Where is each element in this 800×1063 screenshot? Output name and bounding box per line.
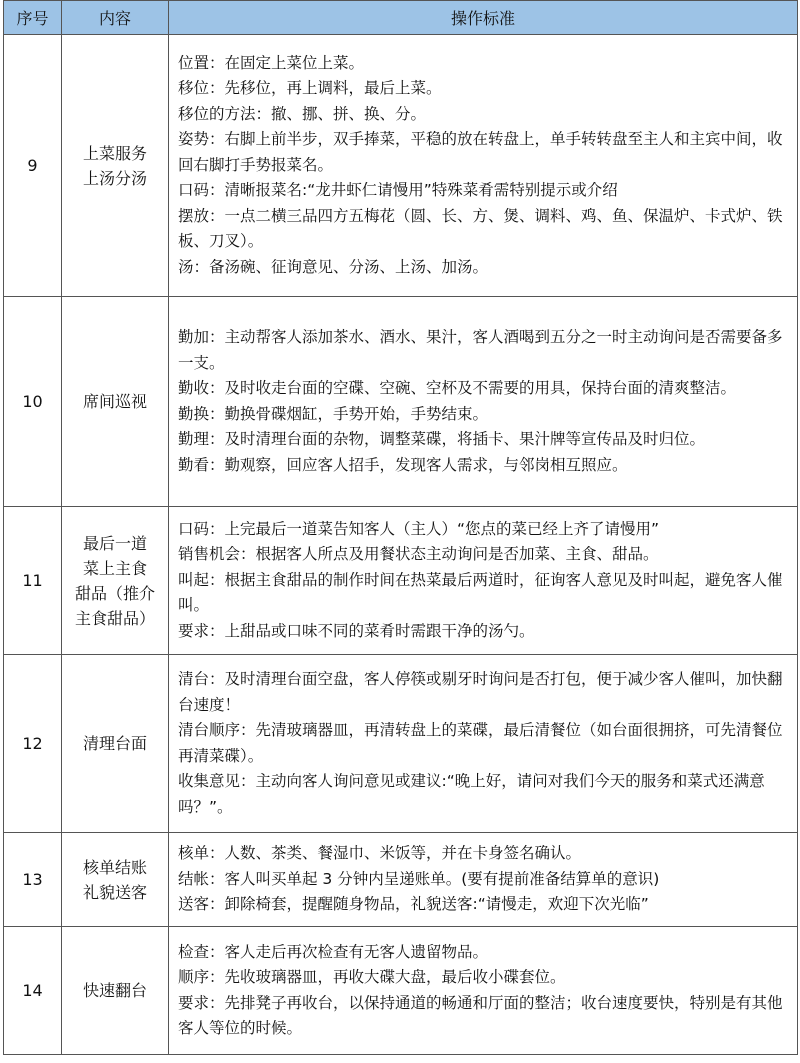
row-number: 13 — [4, 833, 62, 927]
standard-line: 移位：先移位，再上调料，最后上菜。 — [178, 79, 442, 98]
standard-line: 送客：卸除椅套，提醒随身物品，礼貌送客:“请慢走，欢迎下次光临” — [178, 895, 649, 914]
standard-line: 口码：清晰报菜名:“龙井虾仁请慢用”特殊菜肴需特别提示或介绍 — [178, 181, 618, 200]
row-content-title: 核单结账 礼貌送客 — [62, 833, 169, 927]
row-standard-cell — [169, 35, 798, 297]
standard-line: 清台：及时清理台面空盘，客人停筷或剔牙时询问是否打包，便于减少客人催叫，加快翻台速度！ — [178, 670, 783, 714]
standard-line: 移位的方法：撤、挪、拼、换、分。 — [178, 104, 427, 123]
standard-line: 汤：备汤碗、征询意见、分汤、上汤、加汤。 — [178, 257, 489, 276]
row-number: 9 — [4, 35, 62, 297]
standard-line: 勤换：勤换骨碟烟缸，手势开始，手势结束。 — [178, 404, 489, 423]
standard-line: 结帐：客人叫买单起 3 分钟内呈递账单。(要有提前准备结算单的意识) — [178, 869, 660, 888]
standard-line: 销售机会：根据客人所点及用餐状态主动询问是否加菜、主食、甜品。 — [178, 545, 659, 564]
row-content-title: 最后一道 菜上主食 甜品（推介 主食甜品） — [62, 507, 169, 655]
standard-line: 要求：先排凳子再收台，以保持通道的畅通和厅面的整洁；收台速度要快，特别是有其他客人等位的时候。 — [178, 993, 783, 1037]
row-standard-cell — [169, 507, 798, 655]
row-content-title: 席间巡视 — [62, 297, 169, 507]
table-row — [4, 35, 798, 297]
standard-line: 检查：客人走后再次检查有无客人遗留物品。 — [178, 942, 489, 961]
row-content-title: 清理台面 — [62, 655, 169, 833]
standard-line: 要求：上甜品或口味不同的菜肴时需跟干净的汤勺。 — [178, 621, 535, 640]
row-standard-cell — [169, 297, 798, 507]
header-standard: 操作标准 — [169, 1, 798, 35]
header-num: 序号 — [4, 1, 62, 35]
table-body — [4, 35, 798, 1055]
standard-line: 勤收：及时收走台面的空碟、空碗、空杯及不需要的用具，保持台面的清爽整洁。 — [178, 379, 737, 397]
row-content-title: 快速翻台 — [62, 927, 169, 1055]
header-row — [4, 1, 798, 35]
header-name: 内容 — [62, 1, 169, 35]
table-row — [4, 507, 798, 655]
row-content-title: 上菜服务 上汤分汤 — [62, 35, 169, 297]
row-number: 12 — [4, 655, 62, 833]
row-number: 11 — [4, 507, 62, 655]
row-standard-cell — [169, 655, 798, 833]
row-number: 10 — [4, 297, 62, 507]
row-number: 14 — [4, 927, 62, 1055]
standard-line: 清台顺序：先清玻璃器皿，再清转盘上的菜碟，最后清餐位（如台面很拥挤，可先清餐位再清菜碟）。 — [178, 721, 783, 765]
table-row — [4, 833, 798, 927]
standard-line: 口码：上完最后一道菜告知客人（主人）“您点的菜已经上齐了请慢用” — [178, 519, 660, 538]
standard-line: 顺序：先收玻璃器皿，再收大碟大盘，最后收小碟套位。 — [178, 968, 566, 986]
table-row — [4, 655, 798, 833]
standard-line: 勤看：勤观察，回应客人招手，发现客人需求，与邻岗相互照应。 — [178, 455, 628, 474]
service-standards-table — [3, 0, 798, 1055]
standard-line: 核单：人数、茶类、餐湿巾、米饭等，并在卡身签名确认。 — [178, 844, 582, 863]
standard-line: 位置：在固定上菜位上菜。 — [178, 53, 365, 72]
row-standard-cell — [169, 927, 798, 1055]
standards-table-page — [3, 0, 797, 1055]
standard-line: 姿势：右脚上前半步，双手捧菜，平稳的放在转盘上，单手转转盘至主人和主宾中间，收回右脚打手势报菜名。 — [178, 130, 783, 174]
standard-line: 收集意见：主动向客人询问意见或建议:“晚上好，请问对我们今天的服务和菜式还满意吗？”。 — [178, 772, 765, 816]
standard-line: 勤理：及时清理台面的杂物，调整菜碟，将插卡、果汁牌等宣传品及时归位。 — [178, 430, 706, 448]
standard-line: 叫起：根据主食甜品的制作时间在热菜最后两道时，征询客人意见及时叫起，避免客人催叫。 — [178, 570, 783, 615]
row-standard-cell — [169, 833, 798, 927]
standard-line: 摆放：一点二横三品四方五梅花（圆、长、方、煲、调料、鸡、鱼、保温炉、卡式炉、铁板、刀叉）。 — [178, 206, 783, 251]
standard-line: 勤加：主动帮客人添加茶水、酒水、果汁，客人酒喝到五分之一时主动询问是否需要备多一支。 — [178, 328, 783, 372]
table-row — [4, 927, 798, 1055]
table-row — [4, 297, 798, 507]
